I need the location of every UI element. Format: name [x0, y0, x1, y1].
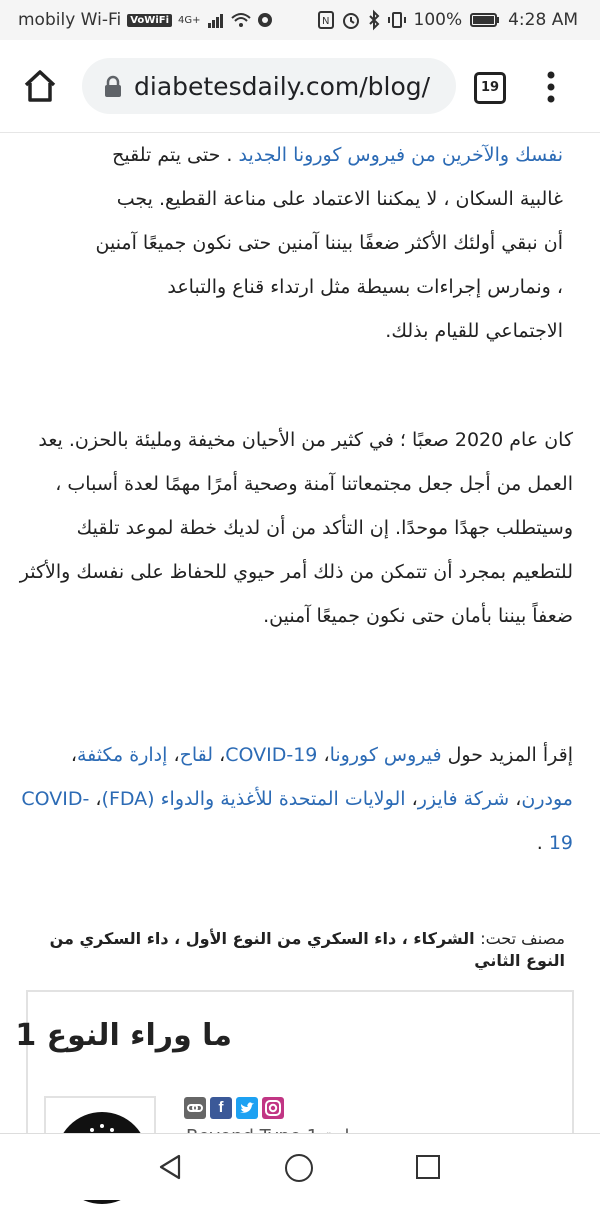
wifi-icon — [231, 12, 251, 28]
vibrate-icon — [388, 11, 406, 29]
status-bar — [0, 0, 600, 40]
filed-under-label: مصنف تحت: — [480, 929, 565, 948]
link-icon[interactable] — [184, 1097, 206, 1119]
android-navigation-bar — [0, 1133, 600, 1200]
tag-separator: ، — [95, 788, 102, 810]
tag-link[interactable]: إدارة مكثفة — [77, 744, 168, 766]
network-type-label: 4G+ — [178, 14, 201, 26]
battery-icon — [470, 12, 500, 28]
tab-switcher-button[interactable]: 19 — [474, 72, 506, 104]
page-content — [0, 133, 600, 1135]
filed-under — [25, 928, 565, 972]
twitter-icon[interactable] — [236, 1097, 258, 1119]
signal-icon — [207, 12, 225, 28]
svg-text:N: N — [321, 16, 329, 27]
home-icon[interactable] — [22, 68, 58, 104]
tag-separator: ، — [219, 744, 226, 766]
carrier-label: mobily Wi-Fi — [18, 10, 122, 30]
tag-link[interactable]: COVID-19 — [225, 744, 318, 766]
author-box-title: ما وراء النوع 1 — [15, 1018, 232, 1053]
browser-toolbar — [0, 40, 600, 133]
notification-icon — [257, 12, 273, 28]
tag-separator: ، — [173, 744, 180, 766]
tag-separator: ، — [70, 744, 77, 766]
coronavirus-link[interactable]: نفسك والآخرين من فيروس كورونا الجديد — [238, 144, 563, 166]
recent-apps-icon[interactable] — [416, 1155, 440, 1179]
status-bar-right — [318, 10, 579, 30]
lock-icon[interactable] — [104, 76, 122, 98]
tag-link[interactable]: مودرن — [521, 788, 573, 810]
instagram-icon[interactable] — [262, 1097, 284, 1119]
more-options-icon[interactable] — [545, 70, 557, 104]
article-paragraph: كان عام 2020 صعبًا ؛ في كثير من الأحيان مخيفة ومليئة بالحزن. يعد العمل من أجل جعل مجتمعاتنا آمنة وصحية أمرًا مهمًا لعدة أسباب ، وسيتطلب جهدًا موحدًا. إن التأكد من أن لديك خطة لموعد تلقيك للتطعيم بمجرد أن تتمكن من ذلك أمر حيوي للحفاظ على نفسك والأكثر ضعفاً بيننا بأمان حتى نكون جميعًا آمنين. — [19, 429, 573, 627]
back-icon[interactable] — [158, 1154, 182, 1180]
tag-separator: ، — [515, 788, 522, 810]
tags-prefix: إقرأ المزيد حول — [447, 744, 573, 766]
battery-percent: 100% — [413, 10, 463, 30]
tag-link[interactable]: شركة فايزر — [417, 788, 510, 810]
filed-under-values[interactable]: الشركاء ، داء السكري من النوع الأول ، داء السكري من النوع الثاني — [49, 929, 565, 970]
address-bar[interactable] — [82, 58, 456, 114]
nfc-icon — [318, 11, 334, 29]
tag-separator: ، — [323, 744, 330, 766]
alarm-icon — [342, 11, 360, 29]
bluetooth-icon — [368, 11, 380, 29]
tags-line — [13, 733, 573, 865]
quote-text: . حتى يتم تلقيح غالبية السكان ، لا يمكننا الاعتماد على مناعة القطيع. يجب أن نبقي أولئك الأكثر ضعفًا بيننا آمنين حتى نكون جميعًا آمنين ، ونمارس إجراءات بسيطة مثل ارتداء قناع والتباعد الاجتماعي للقيام بذلك. — [95, 144, 563, 342]
tags-end: . — [536, 832, 543, 854]
vowifi-badge: VoWiFi — [127, 14, 172, 27]
url-text[interactable]: diabetesdaily.com/blog/ — [134, 72, 431, 101]
tag-link[interactable]: الولايات المتحدة للأغذية والدواء (FDA) — [101, 788, 406, 810]
tag-separator: ، — [411, 788, 418, 810]
tag-link[interactable]: فيروس كورونا — [329, 744, 442, 766]
home-button-icon[interactable] — [285, 1154, 313, 1182]
tag-link[interactable]: COVID-19 — [21, 788, 573, 854]
article-blockquote — [93, 133, 563, 353]
clock: 4:28 AM — [508, 10, 578, 30]
social-icons — [184, 1097, 284, 1119]
tag-link[interactable]: لقاح — [179, 744, 214, 766]
status-bar-left — [18, 10, 273, 30]
facebook-icon[interactable]: f — [210, 1097, 232, 1119]
